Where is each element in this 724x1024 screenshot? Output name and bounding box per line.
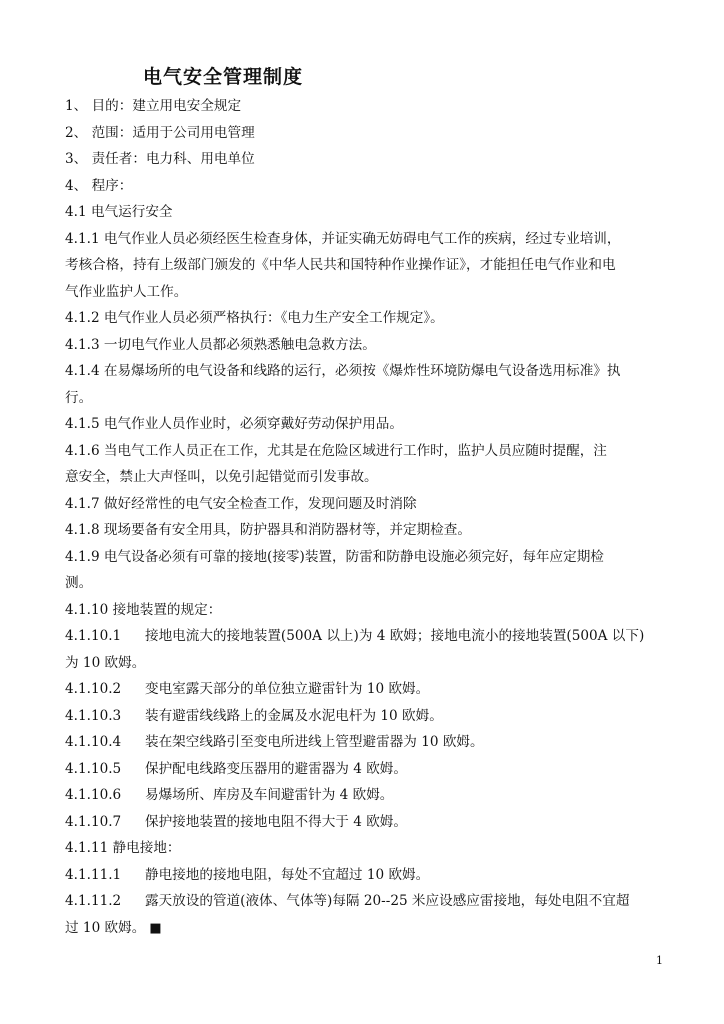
item-text: 易爆场所、库房及车间避雷针为 4 欧姆。 [145,787,394,803]
end-mark-icon: ■ [149,920,162,936]
section-heading: 4.1.11 静电接地： [65,840,181,856]
list-item [65,809,665,836]
item-number: 4.1.10.6 [65,787,122,803]
item-text: 露天放设的管道(液体、气体等)每隔 20--25 米应设感应雷接地，每处电阻不宜超 [145,893,630,909]
item-text: 变电室露天部分的单位独立避雷针为 10 欧姆。 [145,681,430,697]
item-number: 4.1.10.2 [65,681,122,697]
paragraph-line: 4.1.2 电气作业人员必须严格执行：《电力生产安全工作规定》。 [65,310,444,326]
paragraph-line: 4.1.4 在易爆场所的电气设备和线路的运行，必须按《爆炸性环境防爆电气设备选用标准》执 [65,363,621,379]
paragraph-line: 2、 范围：适用于公司用电管理 [65,124,255,141]
item-number: 4.1.10.3 [65,707,122,724]
paragraph-line: 考核合格，持有上级部门颁发的《中华人民共和国特种作业操作证》，才能担任电气作业和电 [65,257,616,273]
paragraph-line: 4.1.10 接地装置的规定： [65,601,222,618]
paragraph-line: 为 10 欧姆。 [65,654,146,671]
section-heading: 4.1 电气运行安全 [65,204,173,220]
paragraph-line: 4.1.9 电气设备必须有可靠的接地(接零)装置，防雷和防静电设施必须完好，每年应定期检 [65,548,604,565]
item-text: 装有避雷线线路上的金属及水泥电杆为 10 欧姆。 [145,707,443,724]
paragraph-line: 4.1.8 现场要备有安全用具，防护器具和消防器材等，并定期检查。 [65,522,471,538]
item-text: 过 10 欧姆。 [65,919,146,936]
paragraph-line: 3、 责任者：电力科、用电单位 [65,151,255,167]
paragraph-line: 1、 目的：建立用电安全规定 [65,98,242,114]
page-title: 电气安全管理制度 [143,66,304,88]
list-item [65,862,665,889]
item-text: 装在架空线路引至变电所进线上管型避雷器为 10 欧姆。 [145,734,484,750]
list-item [65,782,665,809]
item-number: 4.1.11.2 [65,893,122,909]
paragraph-line: 4、 程序： [65,177,133,194]
paragraph-line: 4.1.7 做好经常性的电气安全检查工作，发现问题及时消除 [65,495,417,512]
item-number: 4.1.10.4 [65,734,122,750]
paragraph-line: 4.1.6 当电气工作人员正在工作，尤其是在危险区域进行工作时，监护人员应随时提醒，注 [65,442,607,459]
item-text: 静电接地的接地电阻，每处不宜超过 10 欧姆。 [145,866,430,883]
item-number: 4.1.10.5 [65,760,122,777]
item-number: 4.1.10.1 [65,628,122,644]
paragraph-line: 气作业监护人工作。 [65,283,188,300]
list-item [65,888,665,915]
paragraph-line [65,915,665,943]
page-number: 1 [656,954,663,967]
item-number: 4.1.11.1 [65,866,122,883]
item-number: 4.1.10.7 [65,813,122,830]
item-text: 接地电流大的接地装置(500A 以上)为 4 欧姆；接地电流小的接地装置(500A 以下) [145,628,645,644]
list-item [65,676,665,703]
paragraph-line: 4.1.5 电气作业人员作业时，必须穿戴好劳动保护用品。 [65,416,403,432]
item-text: 保护接地装置的接地电阻不得大于 4 欧姆。 [145,813,407,830]
paragraph-line: 测。 [65,575,93,591]
list-item [65,703,665,730]
list-item [65,623,665,650]
paragraph-line: 意安全，禁止大声怪叫，以免引起错觉而引发事故。 [65,469,378,485]
item-text: 保护配电线路变压器用的避雷器为 4 欧姆。 [145,760,407,777]
paragraph-line: 4.1.1 电气作业人员必须经医生检查身体，并证实确无妨碍电气工作的疾病，经过专业培训， [65,230,621,247]
paragraph-line: 行。 [65,389,93,406]
list-item [65,756,665,783]
document-body [65,93,665,942]
list-item [65,729,665,756]
paragraph-line: 4.1.3 一切电气作业人员都必须熟悉触电急救方法。 [65,336,376,353]
